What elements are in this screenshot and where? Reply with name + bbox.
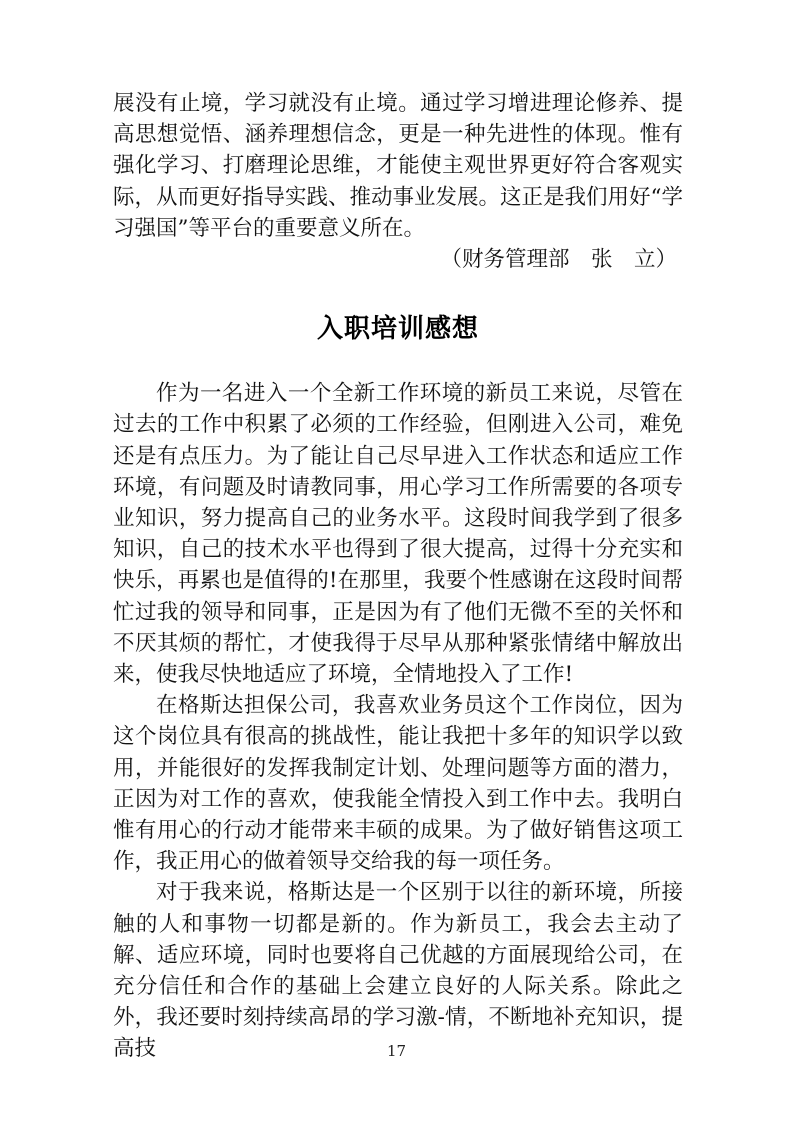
article-paragraph-2: 在格斯达担保公司，我喜欢业务员这个工作岗位，因为这个岗位具有很高的挑战性，能让我把十多年的知识学以致用，并能很好的发挥我制定计划、处理问题等方面的潜力，正因为对工作的喜欢，使我能全情投入到工作中去。我明白惟有用心的行动才能带来丰硕的成果。为了做好销售这项工作，我正用心的做着领导交给我的每一项任务。 [113,693,683,875]
article-title: 入职培训感想 [316,314,479,345]
article-paragraph-1: 作为一名进入一个全新工作环境的新员工来说，尽管在过去的工作中积累了必须的工作经验，但刚进入公司，难免还是有点压力。为了能让自己尽早进入工作状态和适应工作环境，有问题及时请教同事，用心学习工作所需要的各项专业知识，努力提高自己的业务水平。这段时间我学到了很多知识，自己的技术水平也得到了很大提高，过得十分充实和快乐，再累也是值得的!在那里，我要个性感谢在这段时间帮忙过我的领导和同事，正是因为有了他们无微不至的关怀和不厌其烦的帮忙，才使我得于尽早从那种紧张情绪中解放出来，使我尽快地适应了环境，全情地投入了工作! [113,381,683,688]
article-paragraph-3: 对于我来说，格斯达是一个区别于以往的新环境，所接触的人和事物一切都是新的。作为新员工，我会去主动了解、适应环境，同时也要将自己优越的方面展现给公司，在充分信任和合作的基础上会建立良好的人际关系。除此之外，我还要时刻持续高昂的学习激-情，不断地补充知识，提高技 [113,880,683,1062]
previous-article-text: 展没有止境，学习就没有止境。通过学习增进理论修养、提高思想觉悟、涵养理想信念，更是一种先进性的体现。惟有强化学习、打磨理论思维，才能使主观世界更好符合客观实际，从而更好指导实践、推动事业发展。这正是我们用好“学习强国”等平台的重要意义所在。 [113,91,683,241]
document-content [113,88,683,1065]
previous-article-attribution: （财务管理部 张 立） [440,247,677,273]
page-number: 17 [386,1042,407,1060]
